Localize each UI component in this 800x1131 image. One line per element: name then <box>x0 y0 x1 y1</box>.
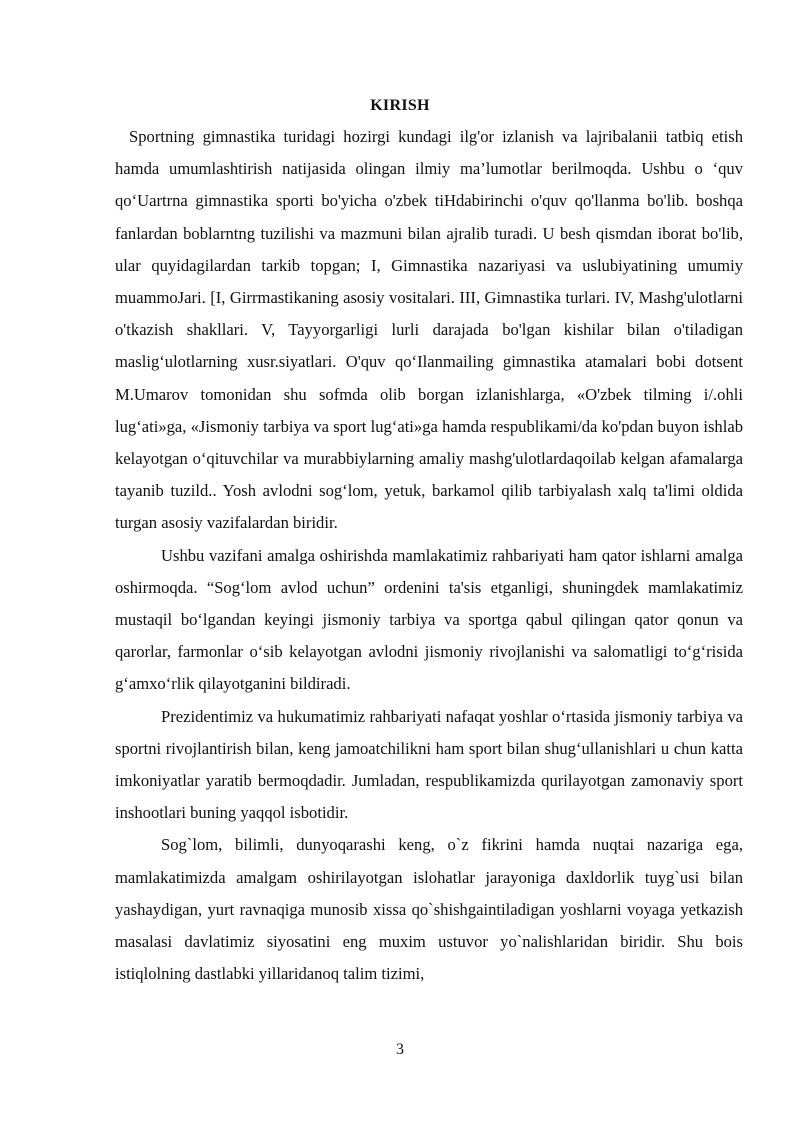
paragraph-intro: Sportning gimnastika turidagi hozirgi kundagi ilg'or izlanish va lajribalanii tatbiq etish hamda umumlashtirish natijasida olingan ilmiy ma’lumotlar berilmoqda. Ushbu o ‘quv qo‘Uartrna gimnastika sporti bo'yicha o'zbek tiHdabirinchi o'quv qo'llanma bo'lib. boshqa fanlardan boblarntng tuzilishi va mazmuni bilan ajralib turadi. U besh qismdan iborat bo'lib, ular quyidagilardan tarkib topgan; I, Gimnastika nazariyasi va uslubiyatining umumiy muammoJari. [I, Girrmastikaning asosiy vositalari. III, Gimnastika turlari. IV, Mashg'ulotlarni o'tkazish shakllari. V, Tayyorgarligi lurli darajada bo'lgan kishilar bilan o'tiladigan maslig‘ulotlarning xusr.siyatlari. O'quv qo‘Ilanmailing gimnastika atamalari bobi dotsent M.Umarov tomonidan shu sofmda olib borgan izlanishlarga, «O'zbek tilming i/.ohli lug‘ati»ga, «Jismoniy tarbiya va sport lug‘ati»ga hamda respublikami/da ko'pdan buyon ishlab kelayotgan o‘qituvchilar va murabbiylarning amaliy mashg'ulotlardaqoilab kelgan afamalarga tayanib tuzild.. Yosh avlodni sog‘lom, yetuk, barkamol qilib tarbiyalash xalq ta'limi oldida turgan asosiy vazifalardan biridir. <box>115 127 743 533</box>
document-title: KIRISH <box>370 97 430 114</box>
document-body <box>115 121 743 990</box>
paragraph-president: Prezidentimiz va hukumatimiz rahbariyati nafaqat yoshlar o‘rtasida jismoniy tarbiya va sportni rivojlantirish bilan, keng jamoatchilikni ham sport bilan shug‘ullanishlari u chun katta imkoniyatlar yaratib bermoqdadir. Jumladan, respublikamizda qurilayotgan zamonaviy sport inshootlari buning yaqqol isbotidir. <box>115 706 743 823</box>
paragraph-leadership: Ushbu vazifani amalga oshirishda mamlakatimiz rahbariyati ham qator ishlarni amalga oshirmoqda. “Sog‘lom avlod uchun” ordenini ta'sis etganligi, shuningdek mamlakatimiz mustaqil bo‘lgandan keyingi jismoniy tarbiya va sportga qabul qilingan qator qonun va qarorlar, farmonlar o‘sib kelayotgan avlodni jismoniy rivojlanishi va salomatligi to‘g‘risida g‘amxo‘rlik qilayotganini bildiradi. <box>115 545 743 694</box>
page-number: 3 <box>396 1041 404 1058</box>
paragraph-youth: Sog`lom, bilimli, dunyoqarashi keng, o`z fikrini hamda nuqtai nazariga ega, mamlakatimizda amalgam oshirilayotgan islohatlar jarayoniga daxldorlik tuyg`usi bilan yashaydigan, yurt ravnaqiga munosib xissa qo`shishgaintiladigan yoshlarni voyaga yetkazish masalasi davlatimiz siyosatini eng muxim ustuvor yo`nalishlaridan biridir. Shu bois istiqlolning dastlabki yillaridanoq talim tizimi, <box>115 835 743 984</box>
